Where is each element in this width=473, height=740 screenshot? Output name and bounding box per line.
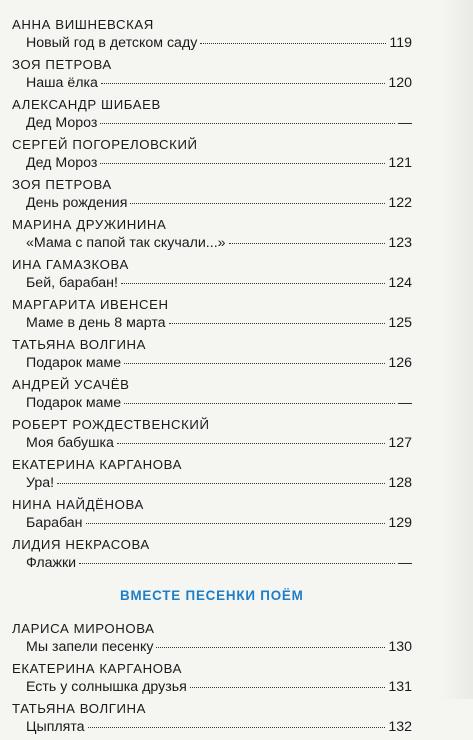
toc-author: РОБЕРТ РОЖДЕСТВЕНСКИЙ [12, 417, 210, 432]
toc-page-number: — [397, 555, 412, 571]
toc-author: АННА ВИШНЕВСКАЯ [12, 17, 154, 32]
toc-entry-title: Бей, барабан! [26, 275, 118, 291]
dot-leader [100, 163, 385, 164]
toc-entry-title: Ура! [26, 475, 55, 491]
toc-page-number: 127 [388, 435, 412, 451]
toc-author: СЕРГЕЙ ПОГОРЕЛОВСКИЙ [12, 137, 198, 152]
dot-leader [190, 687, 386, 688]
toc-author: ЗОЯ ПЕТРОВА [12, 57, 112, 72]
toc-entry-title: Флажки [26, 555, 77, 571]
toc-page-number: 129 [388, 515, 412, 531]
table-of-contents [12, 16, 412, 740]
dot-leader [200, 43, 386, 44]
dot-leader [169, 323, 386, 324]
page-edge-shadow [440, 0, 473, 699]
toc-author: АЛЕКСАНДР ШИБАЕВ [12, 97, 161, 112]
toc-entry [12, 194, 412, 212]
dot-leader [117, 443, 385, 444]
toc-author: ЛАРИСА МИРОНОВА [12, 621, 155, 636]
toc-entry-title: Подарок маме [26, 355, 122, 371]
toc-section-1 [12, 16, 412, 572]
dot-leader [100, 123, 394, 124]
toc-entry [12, 274, 412, 292]
dot-leader [86, 523, 386, 524]
toc-entry [12, 74, 412, 92]
toc-entry-title: Моя бабушка [26, 435, 114, 451]
toc-entry-title: Наша ёлка [26, 75, 98, 91]
toc-page-number: 120 [388, 75, 412, 91]
toc-author: НИНА НАЙДЁНОВА [12, 497, 144, 512]
section-heading: ВМЕСТЕ ПЕСЕНКИ ПОЁМ [120, 588, 304, 603]
dot-leader [101, 83, 385, 84]
toc-entry [12, 554, 412, 572]
toc-page-number: — [397, 115, 412, 131]
toc-page-number: 123 [388, 235, 412, 251]
toc-entry [12, 354, 412, 372]
toc-entry [12, 154, 412, 172]
dot-leader [156, 647, 385, 648]
toc-entry-title: День рождения [26, 195, 128, 211]
toc-entry [12, 234, 412, 252]
dot-leader [124, 403, 395, 404]
toc-entry [12, 394, 412, 412]
toc-page-number: — [397, 395, 412, 411]
toc-entry-title: Цыплята [26, 719, 85, 735]
toc-entry [12, 34, 412, 52]
toc-author: ТАТЬЯНА ВОЛГИНА [12, 701, 147, 716]
toc-page-number: 128 [388, 475, 412, 491]
toc-author: ЕКАТЕРИНА КАРГАНОВА [12, 661, 183, 676]
toc-entry-title: Барабан [26, 515, 83, 531]
dot-leader [121, 283, 385, 284]
toc-page-number: 132 [388, 719, 412, 735]
toc-entry [12, 474, 412, 492]
toc-entry [12, 638, 412, 656]
toc-author: ЕКАТЕРИНА КАРГАНОВА [12, 457, 183, 472]
toc-page-number: 119 [389, 35, 412, 51]
toc-entry-title: «Мама с папой так скучали...» [26, 235, 226, 251]
toc-entry-title: Дед Мороз [26, 155, 98, 171]
toc-entry-title: Подарок маме [26, 395, 122, 411]
toc-entry [12, 514, 412, 532]
toc-author: ТАТЬЯНА ВОЛГИНА [12, 337, 147, 352]
toc-entry-title: Маме в день 8 марта [26, 315, 166, 331]
toc-page-number: 131 [388, 679, 412, 695]
toc-page-number: 122 [388, 195, 412, 211]
dot-leader [88, 727, 386, 728]
toc-author: МАРГАРИТА ИВЕНСЕН [12, 297, 169, 312]
toc-entry-title: Мы запели песенку [26, 639, 154, 655]
toc-entry [12, 114, 412, 132]
toc-entry-title: Новый год в детском саду [26, 35, 198, 51]
toc-page-number: 124 [388, 275, 412, 291]
toc-page-number: 121 [388, 155, 412, 171]
toc-author: ИНА ГАМАЗКОВА [12, 257, 129, 272]
dot-leader [79, 563, 395, 564]
dot-leader [130, 203, 385, 204]
toc-entry-title: Есть у солнышка друзья [26, 679, 187, 695]
toc-section-2 [12, 620, 412, 736]
toc-page-number: 130 [388, 639, 412, 655]
toc-author: ЗОЯ ПЕТРОВА [12, 177, 112, 192]
toc-entry [12, 718, 412, 736]
toc-author: МАРИНА ДРУЖИНИНА [12, 217, 167, 232]
dot-leader [229, 243, 386, 244]
toc-entry [12, 314, 412, 332]
toc-entry [12, 434, 412, 452]
toc-author: АНДРЕЙ УСАЧЁВ [12, 377, 130, 392]
toc-page-number: 126 [388, 355, 412, 371]
toc-page-number: 125 [388, 315, 412, 331]
toc-entry [12, 678, 412, 696]
toc-entry-title: Дед Мороз [26, 115, 98, 131]
toc-author: ЛИДИЯ НЕКРАСОВА [12, 537, 150, 552]
dot-leader [57, 483, 385, 484]
dot-leader [124, 363, 385, 364]
